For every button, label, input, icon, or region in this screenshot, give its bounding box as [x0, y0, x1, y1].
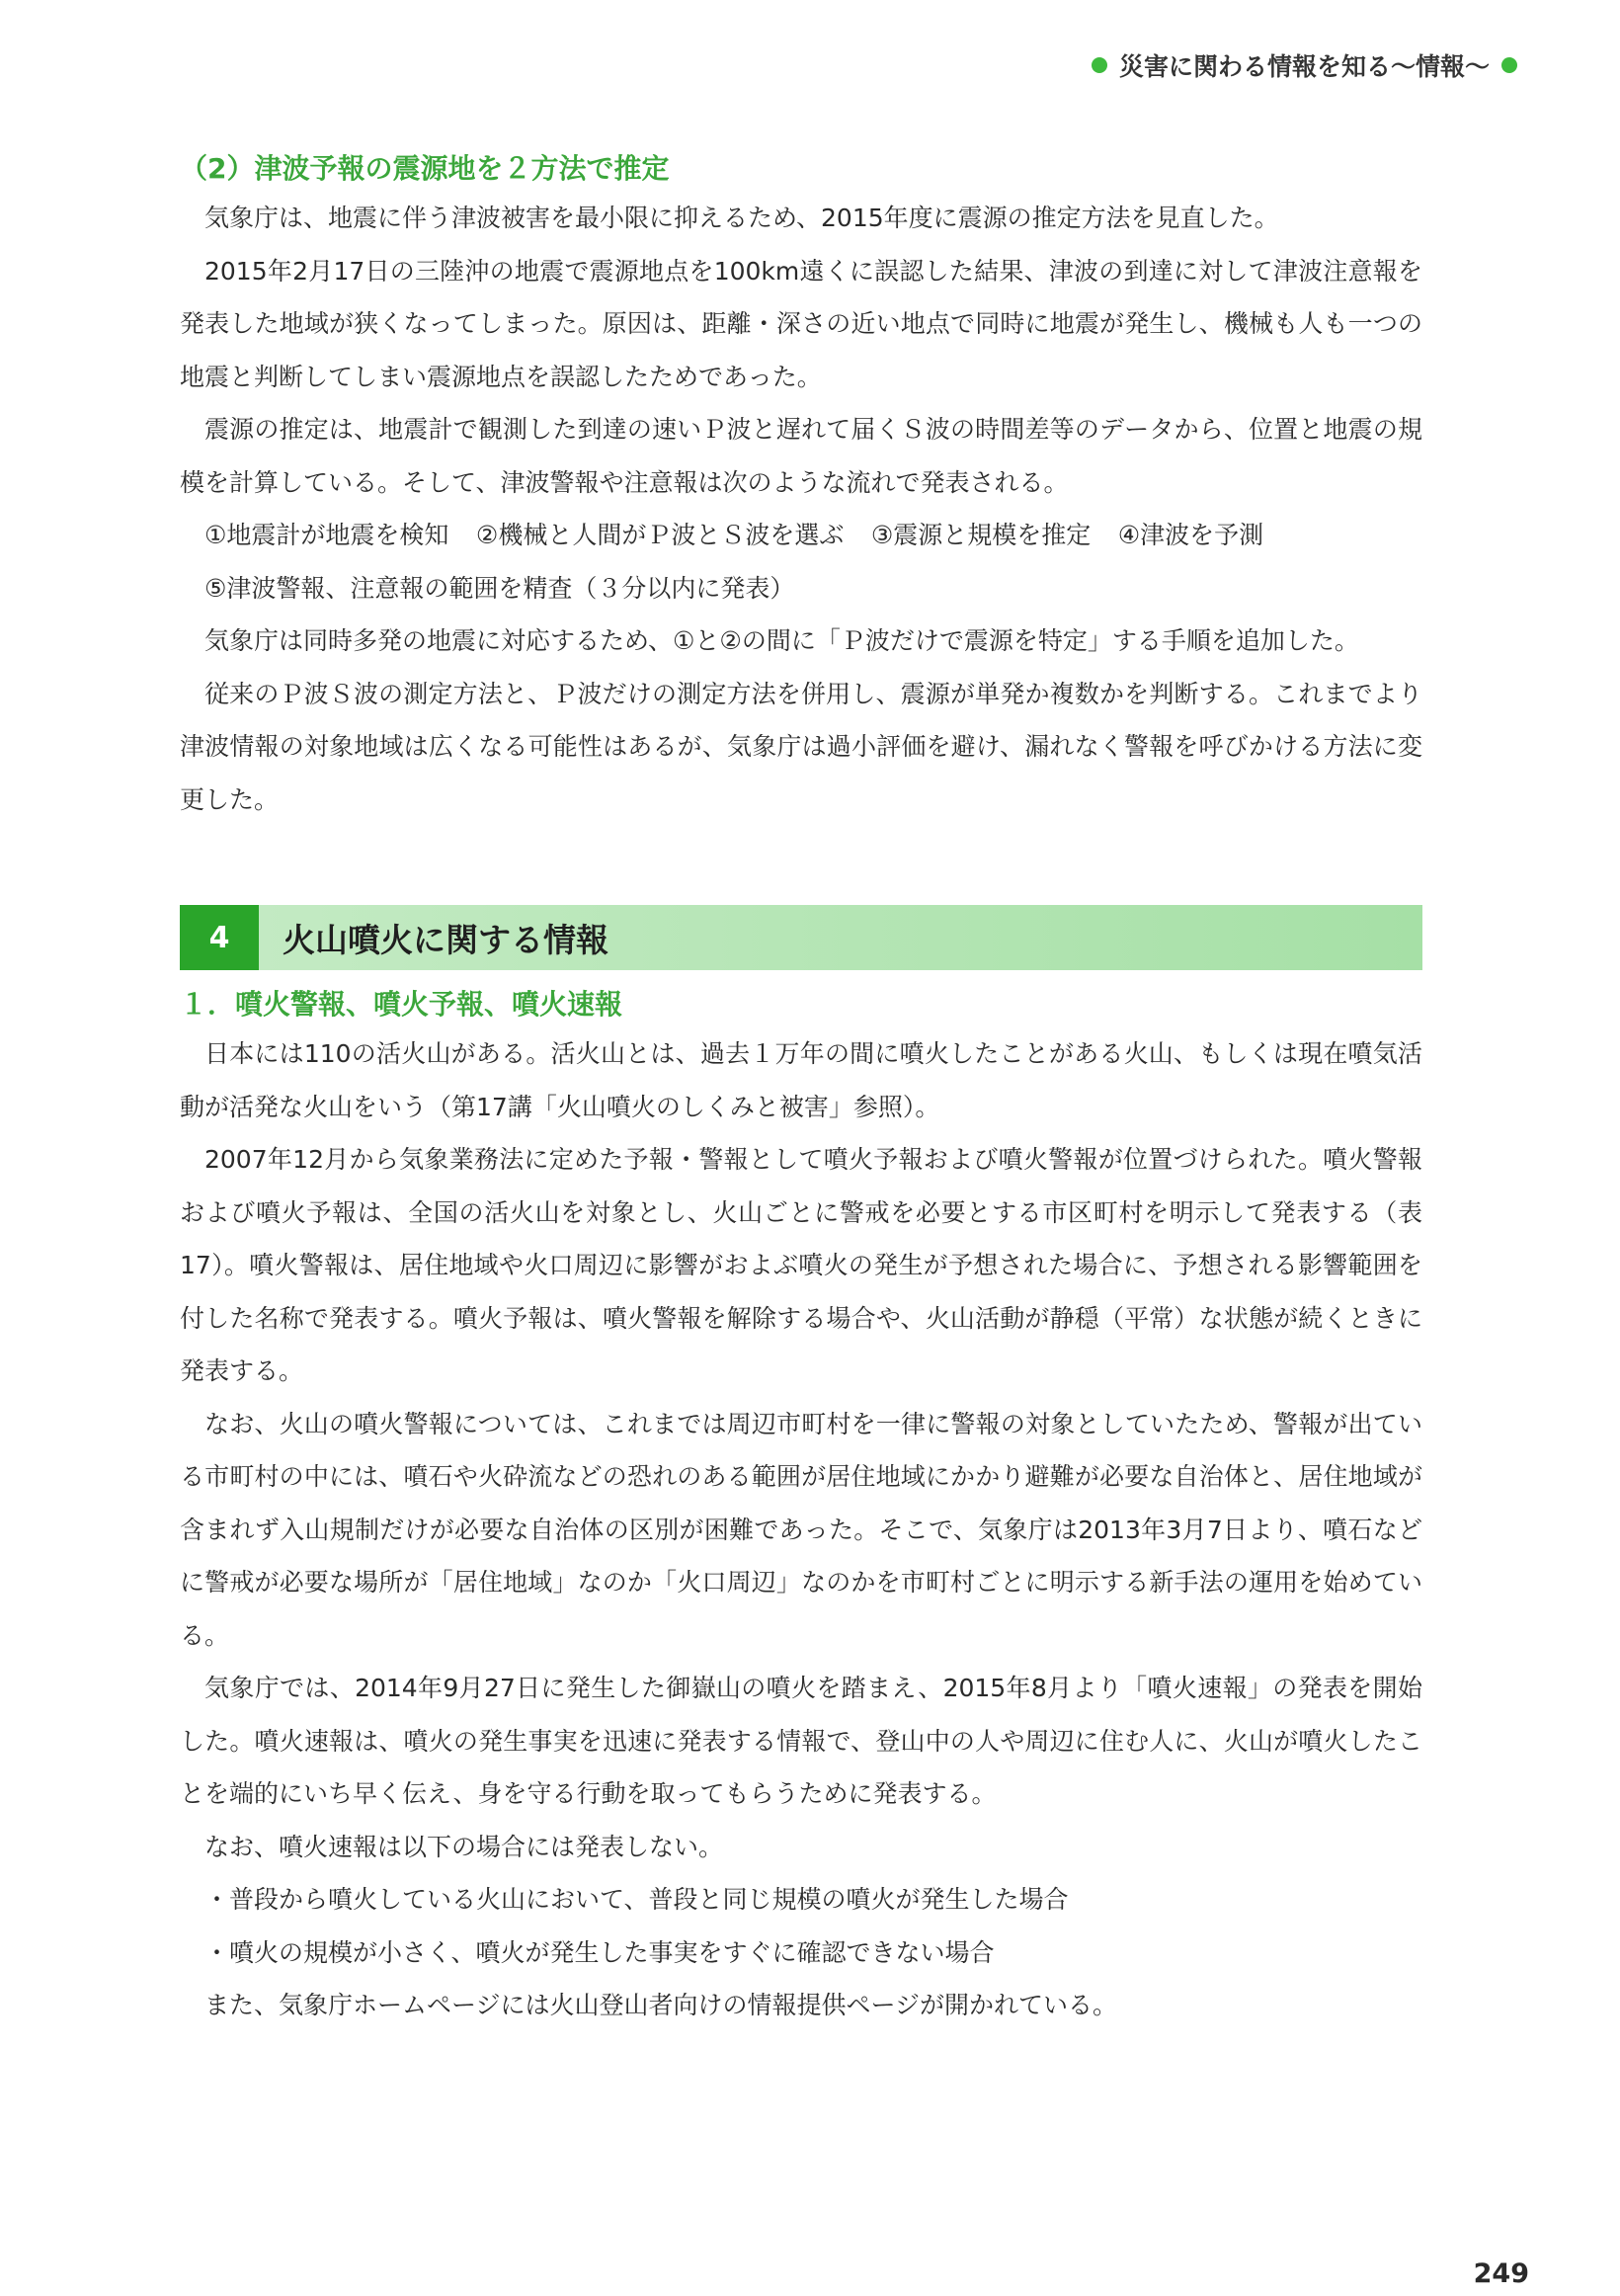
- step-item: ③震源と規模を推定: [870, 521, 1092, 549]
- bullet-item: ・噴火の規模が小さく、噴火が発生した事実をすぐに確認できない場合: [204, 1937, 995, 1967]
- paragraph: なお、火山の噴火警報については、これまでは周辺市町村を一律に警報の対象としていたため、警報が出ている市町村の中には、噴石や火砕流などの恐れのある範囲が居住地域にかかり避難が必要な自治体と、居住地域が含まれず入山規制だけが必要な自治体の区別が困難であった。そこで、気象庁は2013年3月7日より、噴石などに警戒が必要な場所が「居住地域」なのか「火口周辺」なのかを市町村ごとに明示する新手法の運用を始めている。: [180, 1409, 1422, 1650]
- paragraph: また、気象庁ホームページには火山登山者向けの情報提供ページが開かれている。: [204, 1991, 1118, 2019]
- green-dot-icon: [1501, 57, 1517, 73]
- section-number: 4: [180, 905, 259, 970]
- running-header-title: 災害に関わる情報を知る〜情報〜: [1118, 52, 1490, 81]
- running-header: [1080, 45, 1529, 85]
- paragraph: 気象庁は、地震に伴う津波被害を最小限に抑えるため、2015年度に震源の推定方法を見直した。: [204, 204, 1279, 232]
- section-title: 火山噴火に関する情報: [283, 920, 608, 959]
- paragraph: 日本には110の活火山がある。活火山とは、過去１万年の間に噴火したことがある火山、もしくは現在噴気活動が活発な火山をいう（第17講「火山噴火のしくみと被害」参照）。: [180, 1039, 1422, 1121]
- section-header-volcano: [180, 905, 1422, 970]
- paragraph: 2015年2月17日の三陸沖の地震で震源地点を100km遠くに誤認した結果、津波の到達に対して津波注意報を発表した地域が狭くなってしまった。原因は、距離・深さの近い地点で同時に地震が発生し、機械も人も一つの地震と判断してしまい震源地点を誤認したためであった。: [180, 256, 1422, 391]
- page-content: [180, 146, 1422, 2032]
- step-item: ⑤津波警報、注意報の範囲を精査（３分以内に発表）: [204, 573, 795, 603]
- procedure-steps: [180, 562, 1422, 615]
- green-dot-icon: [1092, 57, 1107, 73]
- subsection-title-tsunami: （2）津波予報の震源地を２方法で推定: [180, 152, 670, 185]
- step-item: ①地震計が地震を検知: [204, 521, 449, 549]
- bullet-item: ・普段から噴火している火山において、普段と同じ規模の噴火が発生した場合: [204, 1885, 1069, 1914]
- subsection-title-eruption-warnings: １．噴火警報、噴火予報、噴火速報: [180, 988, 623, 1021]
- paragraph: 2007年12月から気象業務法に定めた予報・警報として噴火予報および噴火警報が位置づけられた。噴火警報および噴火予報は、全国の活火山を対象とし、火山ごとに警戒を必要とする市区町村を明示して発表する（表17）。噴火警報は、居住地域や火口周辺に影響がおよぶ噴火の発生が予想された場合に、予想される影響範囲を付した名称で発表する。噴火予報は、噴火警報を解除する場合や、火山活動が静穏（平常）な状態が続くときに発表する。: [180, 1145, 1422, 1385]
- paragraph: 気象庁は同時多発の地震に対応するため、①と②の間に「Ｐ波だけで震源を特定」する手順を追加した。: [204, 626, 1359, 655]
- paragraph: 気象庁では、2014年9月27日に発生した御嶽山の噴火を踏まえ、2015年8月より「噴火速報」の発表を開始した。噴火速報は、噴火の発生事実を迅速に発表する情報で、登山中の人や周辺に住む人に、火山が噴火したことを端的にいち早く伝え、身を守る行動を取ってもらうために発表する。: [180, 1674, 1422, 1808]
- procedure-steps: [180, 509, 1422, 562]
- paragraph: なお、噴火速報は以下の場合には発表しない。: [204, 1832, 724, 1861]
- step-item: ④津波を予測: [1117, 521, 1264, 549]
- paragraph: 従来のＰ波Ｓ波の測定方法と、Ｐ波だけの測定方法を併用し、震源が単発か複数かを判断する。これまでより津波情報の対象地域は広くなる可能性はあるが、気象庁は過小評価を避け、漏れなく警報を呼びかける方法に変更した。: [180, 679, 1422, 814]
- page-number: 249: [1473, 2258, 1529, 2289]
- step-item: ②機械と人間がＰ波とＳ波を選ぶ: [475, 521, 845, 549]
- paragraph: 震源の推定は、地震計で観測した到達の速いＰ波と遅れて届くＳ波の時間差等のデータから、位置と地震の規模を計算している。そして、津波警報や注意報は次のような流れで発表される。: [180, 415, 1422, 497]
